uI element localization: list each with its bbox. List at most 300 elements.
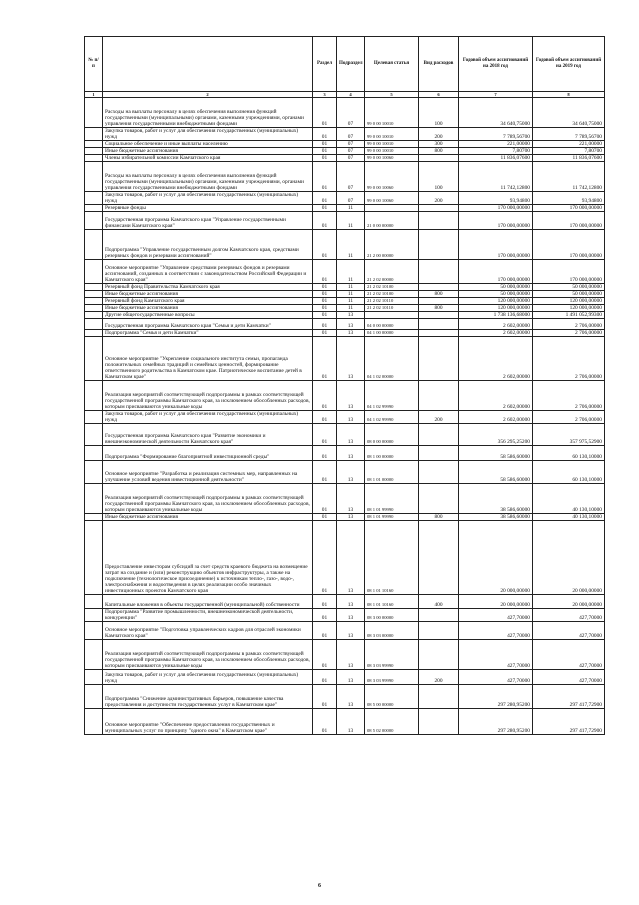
- row-exp-type-cell: 200: [419, 192, 459, 205]
- row-target-cell: 08 3 03 00000: [365, 622, 419, 640]
- row-section-cell: 01: [313, 141, 337, 148]
- row-number-cell: [85, 128, 103, 141]
- table-row: [85, 291, 605, 298]
- row-number-cell: [85, 298, 103, 305]
- row-subsection-cell: 13: [337, 319, 365, 330]
- row-exp-type-cell: [419, 709, 459, 735]
- row-2018-cell: 427,70000: [459, 622, 533, 640]
- header-2018: Годовой объем ассигнований на 2018 год: [459, 37, 533, 92]
- row-number-cell: [85, 230, 103, 260]
- row-2018-cell: 2 602,00000: [459, 337, 533, 381]
- row-section-cell: 01: [313, 411, 337, 424]
- row-target-cell: 04 1 02 99990: [365, 381, 419, 411]
- row-section-cell: 01: [313, 685, 337, 709]
- row-section-cell: 01: [313, 205, 337, 212]
- table-row: [85, 305, 605, 312]
- row-2019-cell: 7,80700: [533, 148, 605, 155]
- row-target-cell: 21 0 00 00000: [365, 212, 419, 230]
- row-name-cell: Расходы на выплаты персоналу в целях обеспечения выполнения функций государственными (муниципальными) органами, казенными учреждениями, органами управления государственными внебюджетными фондами: [103, 98, 313, 128]
- row-2019-cell: 50 000,00000: [533, 284, 605, 291]
- row-2018-cell: 58 586,60000: [459, 461, 533, 484]
- row-name-cell: Предоставление инвесторам субсидий за счет средств краевого бюджета на возмещение затрат на создание и (или) реконструкцию объектов инфраструктуры, а также на подключение (технологическое присоединение) к источникам тепло-, газо-, водо-, электроснабжения и водоотведения в целях реализации особо значимых инвестиционных проектов Камчатского края: [103, 521, 313, 595]
- row-section-cell: 01: [313, 192, 337, 205]
- row-2019-cell: 20 000,00000: [533, 595, 605, 609]
- table-row: [85, 298, 605, 305]
- row-2018-cell: 170 000,00000: [459, 212, 533, 230]
- row-2019-cell: 427,70000: [533, 670, 605, 685]
- row-exp-type-cell: [419, 205, 459, 212]
- row-section-cell: 01: [313, 155, 337, 162]
- row-target-cell: 99 0 00 10010: [365, 141, 419, 148]
- row-2018-cell: 297 280,95200: [459, 709, 533, 735]
- row-target-cell: 08 3 03 99990: [365, 640, 419, 670]
- row-2018-cell: 170 000,00000: [459, 205, 533, 212]
- table-row: [85, 212, 605, 230]
- row-name-cell: Резервный фонд Правительства Камчатского края: [103, 284, 313, 291]
- row-section-cell: 01: [313, 212, 337, 230]
- row-exp-type-cell: 800: [419, 514, 459, 521]
- row-exp-type-cell: 100: [419, 162, 459, 192]
- row-subsection-cell: 13: [337, 312, 365, 319]
- row-subsection-cell: 07: [337, 98, 365, 128]
- row-2019-cell: 427,70000: [533, 640, 605, 670]
- row-number-cell: [85, 330, 103, 337]
- header-target: Целевая статья: [365, 37, 419, 92]
- row-number-cell: [85, 312, 103, 319]
- row-target-cell: 08 1 01 10160: [365, 595, 419, 609]
- table-row: [85, 230, 605, 260]
- row-2019-cell: 120 000,00000: [533, 305, 605, 312]
- row-target-cell: 99 0 00 10010: [365, 98, 419, 128]
- row-number-cell: [85, 291, 103, 298]
- table-row: [85, 521, 605, 595]
- row-2019-cell: 1 491 052,99300: [533, 312, 605, 319]
- index-cell: 8: [533, 92, 605, 98]
- table-row: [85, 337, 605, 381]
- budget-table-sheet: [84, 36, 604, 735]
- row-number-cell: [85, 595, 103, 609]
- row-2019-cell: 40 130,10000: [533, 484, 605, 514]
- row-number-cell: [85, 521, 103, 595]
- row-name-cell: Государственная программа Камчатского края "Управление государственными финансами Камчатского края": [103, 212, 313, 230]
- row-exp-type-cell: [419, 337, 459, 381]
- row-name-cell: Основное мероприятие "Разработка и реализация системных мер, направленных на улучшение условий ведения инвестиционной деятельности": [103, 461, 313, 484]
- row-exp-type-cell: [419, 381, 459, 411]
- row-2019-cell: 297 417,72900: [533, 709, 605, 735]
- row-name-cell: Основное мероприятие "Укрепление социального института семьи, пропаганда положительных семейных традиций и семейных ценностей, формирование ответственного родительства в Камчатском крае. Патриотическое воспитание детей в Камчатском крае": [103, 337, 313, 381]
- table-row: [85, 424, 605, 446]
- row-2018-cell: 38 586,60000: [459, 484, 533, 514]
- row-subsection-cell: 11: [337, 212, 365, 230]
- row-2019-cell: 11 836,07600: [533, 155, 605, 162]
- row-number-cell: [85, 284, 103, 291]
- table-row: [85, 330, 605, 337]
- row-number-cell: [85, 514, 103, 521]
- row-number-cell: [85, 461, 103, 484]
- row-exp-type-cell: 200: [419, 128, 459, 141]
- row-name-cell: Закупка товаров, работ и услуг для обеспечения государственных (муниципальных) нужд: [103, 192, 313, 205]
- row-number-cell: [85, 670, 103, 685]
- header-name: [103, 37, 313, 92]
- row-exp-type-cell: [419, 622, 459, 640]
- row-target-cell: 08 1 01 10160: [365, 521, 419, 595]
- row-target-cell: 99 0 00 10060: [365, 155, 419, 162]
- row-subsection-cell: 13: [337, 622, 365, 640]
- row-2019-cell: 34 640,75000: [533, 98, 605, 128]
- table-row: [85, 155, 605, 162]
- row-exp-type-cell: [419, 446, 459, 461]
- row-name-cell: Закупка товаров, работ и услуг для обеспечения государственных (муниципальных) нужд: [103, 411, 313, 424]
- table-body: [85, 98, 605, 735]
- row-exp-type-cell: 100: [419, 98, 459, 128]
- row-section-cell: 01: [313, 381, 337, 411]
- row-exp-type-cell: [419, 319, 459, 330]
- table-row: [85, 192, 605, 205]
- row-exp-type-cell: [419, 685, 459, 709]
- row-target-cell: 08 5 02 00000: [365, 709, 419, 735]
- table-row: [85, 685, 605, 709]
- row-subsection-cell: 07: [337, 141, 365, 148]
- row-subsection-cell: 13: [337, 330, 365, 337]
- row-number-cell: [85, 411, 103, 424]
- table-row: [85, 312, 605, 319]
- row-2019-cell: 2 706,00000: [533, 411, 605, 424]
- table-row: [85, 162, 605, 192]
- row-subsection-cell: 13: [337, 521, 365, 595]
- table-row: [85, 670, 605, 685]
- row-2018-cell: 20 000,00000: [459, 595, 533, 609]
- row-name-cell: Государственная программа Камчатского края "Семья и дети Камчатки": [103, 319, 313, 330]
- row-number-cell: [85, 155, 103, 162]
- row-2018-cell: 427,70000: [459, 609, 533, 622]
- row-name-cell: Закупка товаров, работ и услуг для обеспечения государственных (муниципальных) нужд: [103, 670, 313, 685]
- row-2018-cell: 170 000,00000: [459, 230, 533, 260]
- row-section-cell: 01: [313, 709, 337, 735]
- row-name-cell: Иные бюджетные ассигнования: [103, 291, 313, 298]
- row-number-cell: [85, 484, 103, 514]
- row-section-cell: 01: [313, 609, 337, 622]
- row-name-cell: Члены избирательной комиссии Камчатского края: [103, 155, 313, 162]
- row-number-cell: [85, 381, 103, 411]
- row-number-cell: [85, 192, 103, 205]
- row-subsection-cell: 07: [337, 192, 365, 205]
- row-target-cell: 21 2 02 10110: [365, 305, 419, 312]
- table-row: [85, 622, 605, 640]
- row-subsection-cell: 11: [337, 291, 365, 298]
- index-cell: 5: [365, 92, 419, 98]
- row-section-cell: 01: [313, 312, 337, 319]
- index-cell: 2: [103, 92, 313, 98]
- row-number-cell: [85, 622, 103, 640]
- row-name-cell: Подпрограмма "Семья и дети Камчатки": [103, 330, 313, 337]
- row-2018-cell: 20 000,00000: [459, 521, 533, 595]
- table-row: [85, 595, 605, 609]
- row-target-cell: 99 0 00 10010: [365, 128, 419, 141]
- row-target-cell: [365, 312, 419, 319]
- table-row: [85, 411, 605, 424]
- row-2018-cell: 93,94800: [459, 192, 533, 205]
- row-number-cell: [85, 640, 103, 670]
- header-exp-type: Вид расходов: [419, 37, 459, 92]
- row-exp-type-cell: [419, 640, 459, 670]
- row-number-cell: [85, 260, 103, 284]
- row-section-cell: 01: [313, 330, 337, 337]
- row-name-cell: Реализация мероприятий соответствующей подпрограммы в рамках соответствующей государственной программы Камчатского края, за исключением обособленных расходов, которым присваиваются уникальные коды: [103, 381, 313, 411]
- row-subsection-cell: 13: [337, 424, 365, 446]
- row-name-cell: Основное мероприятие "Подготовка управленческих кадров для отраслей экономики Камчатского края": [103, 622, 313, 640]
- row-2019-cell: 170 000,00000: [533, 230, 605, 260]
- row-subsection-cell: 13: [337, 609, 365, 622]
- row-number-cell: [85, 212, 103, 230]
- row-target-cell: 08 5 00 00000: [365, 685, 419, 709]
- row-name-cell: Государственная программа Камчатского края "Развитие экономики и внешнеэкономической деятельности Камчатского края": [103, 424, 313, 446]
- row-name-cell: Закупка товаров, работ и услуг для обеспечения государственных (муниципальных) нужд: [103, 128, 313, 141]
- row-2018-cell: 38 586,60000: [459, 514, 533, 521]
- row-number-cell: [85, 709, 103, 735]
- table-row: [85, 205, 605, 212]
- row-target-cell: 08 0 00 00000: [365, 424, 419, 446]
- row-2018-cell: 120 000,00000: [459, 305, 533, 312]
- row-2019-cell: 357 975,52900: [533, 424, 605, 446]
- row-2018-cell: 7,80700: [459, 148, 533, 155]
- row-target-cell: 08 1 01 99990: [365, 514, 419, 521]
- row-subsection-cell: 07: [337, 128, 365, 141]
- table-row: [85, 609, 605, 622]
- row-2019-cell: 2 706,00000: [533, 330, 605, 337]
- header-num: № п/п: [85, 37, 103, 92]
- row-exp-type-cell: 800: [419, 291, 459, 298]
- row-target-cell: 99 0 00 10010: [365, 148, 419, 155]
- row-subsection-cell: 07: [337, 148, 365, 155]
- row-section-cell: 01: [313, 260, 337, 284]
- row-2018-cell: 427,70000: [459, 640, 533, 670]
- row-2019-cell: 2 706,00000: [533, 381, 605, 411]
- row-target-cell: 08 1 01 99990: [365, 484, 419, 514]
- row-name-cell: Иные бюджетные ассигнования: [103, 514, 313, 521]
- row-section-cell: 01: [313, 305, 337, 312]
- row-section-cell: 01: [313, 230, 337, 260]
- row-name-cell: Реализация мероприятий соответствующей подпрограммы в рамках соответствующей государственной программы Камчатского края, за исключением обособленных расходов, которым присваиваются уникальные коды: [103, 484, 313, 514]
- row-name-cell: Иные бюджетные ассигнования: [103, 305, 313, 312]
- row-2019-cell: 60 130,10000: [533, 461, 605, 484]
- row-exp-type-cell: [419, 155, 459, 162]
- row-name-cell: Иные бюджетные ассигнования: [103, 148, 313, 155]
- row-section-cell: 01: [313, 622, 337, 640]
- row-2018-cell: 50 000,00000: [459, 291, 533, 298]
- row-name-cell: Другие общегосударственные вопросы: [103, 312, 313, 319]
- budget-allocation-table: [84, 36, 605, 735]
- row-2018-cell: 50 000,00000: [459, 284, 533, 291]
- row-subsection-cell: 13: [337, 670, 365, 685]
- row-section-cell: 01: [313, 446, 337, 461]
- row-target-cell: 08 3 03 99990: [365, 670, 419, 685]
- row-section-cell: 01: [313, 484, 337, 514]
- row-subsection-cell: 13: [337, 411, 365, 424]
- table-row: [85, 381, 605, 411]
- row-section-cell: 01: [313, 298, 337, 305]
- row-2019-cell: 427,70000: [533, 609, 605, 622]
- row-section-cell: 01: [313, 148, 337, 155]
- row-2018-cell: 1 738 136,68000: [459, 312, 533, 319]
- row-2019-cell: 120 000,00000: [533, 298, 605, 305]
- row-exp-type-cell: [419, 484, 459, 514]
- row-name-cell: Капитальные вложения в объекты государственной (муниципальной) собственности: [103, 595, 313, 609]
- row-target-cell: 08 1 01 00000: [365, 461, 419, 484]
- row-number-cell: [85, 424, 103, 446]
- row-name-cell: Подпрограмма "Управление государственным долгом Камчатского края, средствами резервных фондов и резервами ассигнований": [103, 230, 313, 260]
- table-row: [85, 514, 605, 521]
- row-2019-cell: 2 706,00000: [533, 319, 605, 330]
- row-subsection-cell: 13: [337, 446, 365, 461]
- row-2019-cell: 170 000,00000: [533, 212, 605, 230]
- row-2019-cell: 427,70000: [533, 622, 605, 640]
- row-2018-cell: 34 640,75000: [459, 98, 533, 128]
- row-2019-cell: 11 742,12800: [533, 162, 605, 192]
- row-subsection-cell: 07: [337, 162, 365, 192]
- row-subsection-cell: 13: [337, 484, 365, 514]
- row-section-cell: 01: [313, 461, 337, 484]
- row-2019-cell: 20 000,00000: [533, 521, 605, 595]
- row-exp-type-cell: 800: [419, 148, 459, 155]
- row-subsection-cell: 13: [337, 595, 365, 609]
- row-target-cell: 04 1 02 00000: [365, 337, 419, 381]
- header-subsection: Подраздел: [337, 37, 365, 92]
- index-cell: 1: [85, 92, 103, 98]
- row-section-cell: 01: [313, 521, 337, 595]
- row-2018-cell: 2 602,00000: [459, 381, 533, 411]
- table-row: [85, 141, 605, 148]
- row-subsection-cell: 13: [337, 337, 365, 381]
- row-section-cell: 01: [313, 595, 337, 609]
- table-row: [85, 640, 605, 670]
- row-exp-type-cell: 300: [419, 141, 459, 148]
- row-subsection-cell: 11: [337, 260, 365, 284]
- row-section-cell: 01: [313, 424, 337, 446]
- row-exp-type-cell: [419, 609, 459, 622]
- row-subsection-cell: 13: [337, 685, 365, 709]
- page-number: 6: [318, 883, 321, 889]
- row-exp-type-cell: 200: [419, 411, 459, 424]
- row-subsection-cell: 07: [337, 155, 365, 162]
- table-row: [85, 319, 605, 330]
- row-2019-cell: 170 000,00000: [533, 260, 605, 284]
- row-subsection-cell: 11: [337, 284, 365, 291]
- row-subsection-cell: 11: [337, 298, 365, 305]
- row-section-cell: 01: [313, 128, 337, 141]
- row-subsection-cell: 13: [337, 461, 365, 484]
- table-row: [85, 98, 605, 128]
- row-section-cell: 01: [313, 319, 337, 330]
- table-row: [85, 446, 605, 461]
- row-target-cell: 08 3 00 00000: [365, 609, 419, 622]
- row-target-cell: 04 1 00 00000: [365, 330, 419, 337]
- row-2018-cell: 11 836,07600: [459, 155, 533, 162]
- row-2019-cell: 2 706,00000: [533, 337, 605, 381]
- row-2019-cell: 221,00000: [533, 141, 605, 148]
- table-row: [85, 284, 605, 291]
- row-exp-type-cell: [419, 312, 459, 319]
- row-target-cell: 08 1 00 00000: [365, 446, 419, 461]
- row-section-cell: 01: [313, 670, 337, 685]
- row-target-cell: [365, 205, 419, 212]
- row-name-cell: Подпрограмма "Развитие промышленности, внешнеэкономической деятельности, конкуренции": [103, 609, 313, 622]
- row-2019-cell: 297 417,72900: [533, 685, 605, 709]
- row-number-cell: [85, 98, 103, 128]
- row-number-cell: [85, 162, 103, 192]
- row-number-cell: [85, 141, 103, 148]
- row-name-cell: Основное мероприятие "Обеспечение предоставления государственных и муниципальных услуг по принципу "одного окна" в Камчатском крае": [103, 709, 313, 735]
- row-number-cell: [85, 148, 103, 155]
- row-name-cell: Расходы на выплаты персоналу в целях обеспечения выполнения функций государственными (муниципальными) органами, казенными учреждениями, органами управления государственными внебюджетными фондами: [103, 162, 313, 192]
- table-row: [85, 260, 605, 284]
- row-2019-cell: 60 130,10000: [533, 446, 605, 461]
- row-section-cell: 01: [313, 514, 337, 521]
- row-target-cell: 21 2 02 10100: [365, 284, 419, 291]
- row-2018-cell: 297 280,95200: [459, 685, 533, 709]
- row-number-cell: [85, 446, 103, 461]
- row-name-cell: Подпрограмма "Снижение административных барьеров, повышение качества предоставления и доступности государственных услуг в Камчатском крае": [103, 685, 313, 709]
- row-name-cell: Основное мероприятие "Управление средствами резервных фондов и резервами ассигнований, созданных в соответствии с законодательством Российской Федерации и Камчатского края": [103, 260, 313, 284]
- row-2019-cell: 7 789,56700: [533, 128, 605, 141]
- row-exp-type-cell: [419, 260, 459, 284]
- row-number-cell: [85, 205, 103, 212]
- row-exp-type-cell: [419, 230, 459, 260]
- row-subsection-cell: 13: [337, 381, 365, 411]
- row-section-cell: 01: [313, 162, 337, 192]
- row-name-cell: Подпрограмма "Формирование благоприятной инвестиционной среды": [103, 446, 313, 461]
- row-2018-cell: 120 000,00000: [459, 298, 533, 305]
- row-2018-cell: 2 602,00000: [459, 411, 533, 424]
- row-exp-type-cell: [419, 424, 459, 446]
- row-target-cell: 21 2 02 10110: [365, 298, 419, 305]
- index-cell: 7: [459, 92, 533, 98]
- row-section-cell: 01: [313, 291, 337, 298]
- row-2018-cell: 11 742,12800: [459, 162, 533, 192]
- table-row: [85, 128, 605, 141]
- row-target-cell: 04 1 02 99990: [365, 411, 419, 424]
- row-2018-cell: 2 602,00000: [459, 319, 533, 330]
- row-subsection-cell: 13: [337, 514, 365, 521]
- row-2018-cell: 7 789,56700: [459, 128, 533, 141]
- row-subsection-cell: 11: [337, 305, 365, 312]
- row-2019-cell: 170 000,00000: [533, 205, 605, 212]
- row-number-cell: [85, 305, 103, 312]
- row-name-cell: Реализация мероприятий соответствующей подпрограммы в рамках соответствующей государственной программы Камчатского края, за исключением обособленных расходов, которым присваиваются уникальные коды: [103, 640, 313, 670]
- row-2019-cell: 50 000,00000: [533, 291, 605, 298]
- row-2018-cell: 221,00000: [459, 141, 533, 148]
- row-target-cell: 04 0 00 00000: [365, 319, 419, 330]
- row-name-cell: Резервные фонды: [103, 205, 313, 212]
- row-exp-type-cell: [419, 284, 459, 291]
- table-row: [85, 484, 605, 514]
- row-2018-cell: 2 602,00000: [459, 330, 533, 337]
- row-exp-type-cell: [419, 521, 459, 595]
- row-target-cell: 21 2 02 10100: [365, 291, 419, 298]
- table-row: [85, 461, 605, 484]
- row-subsection-cell: 11: [337, 205, 365, 212]
- row-2019-cell: 40 130,10000: [533, 514, 605, 521]
- row-name-cell: Социальное обеспечение и иные выплаты населению: [103, 141, 313, 148]
- row-exp-type-cell: [419, 461, 459, 484]
- row-target-cell: 99 0 00 10060: [365, 192, 419, 205]
- header-2019: Годовой объем ассигнований на 2019 год: [533, 37, 605, 92]
- row-target-cell: 21 2 02 00000: [365, 260, 419, 284]
- row-exp-type-cell: [419, 298, 459, 305]
- row-2018-cell: 170 000,00000: [459, 260, 533, 284]
- row-exp-type-cell: 400: [419, 595, 459, 609]
- row-number-cell: [85, 319, 103, 330]
- row-target-cell: 21 2 00 00000: [365, 230, 419, 260]
